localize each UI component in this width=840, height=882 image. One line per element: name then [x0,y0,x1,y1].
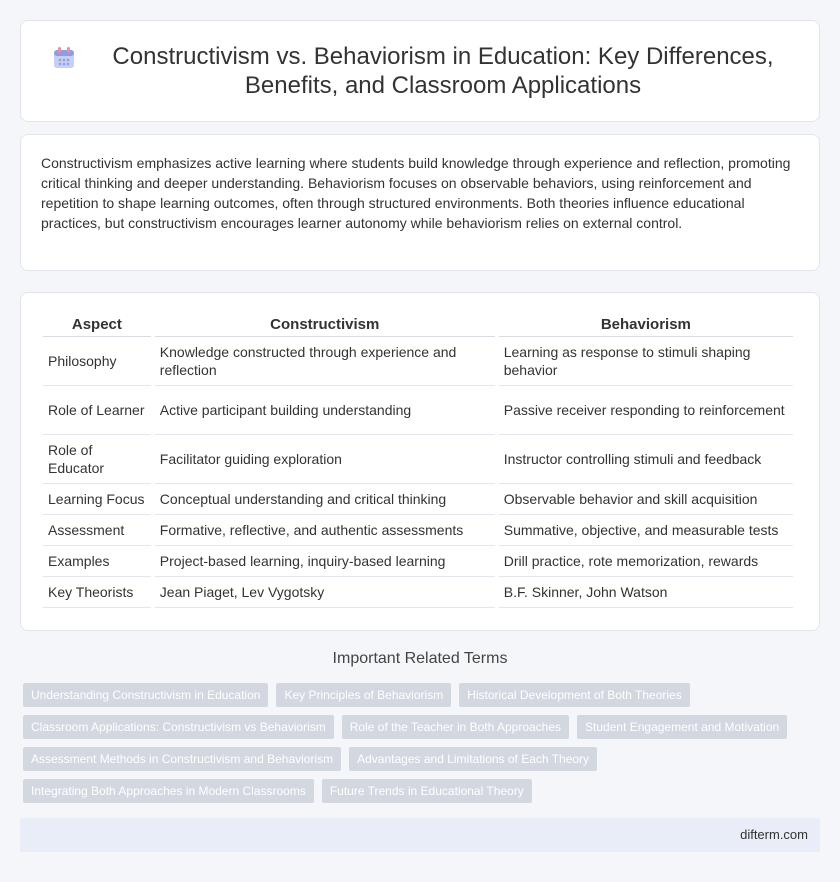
table-row [43,435,793,484]
page-title: Constructivism vs. Behaviorism in Education: Key Differences, Benefits, and Classroom Applications [112,43,774,99]
row-constructivism: Project-based learning, inquiry-based learning [155,546,495,577]
table-row [43,577,793,608]
related-term-link[interactable]: Student Engagement and Motivation [577,715,787,739]
tag-row [23,683,823,707]
related-term-link[interactable]: Advantages and Limitations of Each Theory [349,747,597,771]
related-terms-list [23,683,823,811]
row-behaviorism: B.F. Skinner, John Watson [499,577,793,608]
table-row [43,484,793,515]
related-term-link[interactable]: Understanding Constructivism in Education [23,683,268,707]
row-constructivism: Knowledge constructed through experience and reflection [155,337,495,386]
row-behaviorism: Drill practice, rote memorization, rewards [499,546,793,577]
related-term-link[interactable]: Assessment Methods in Constructivism and Behaviorism [23,747,341,771]
table-row [43,546,793,577]
row-constructivism: Facilitator guiding exploration [155,435,495,484]
calendar-icon [51,45,77,71]
row-behaviorism: Instructor controlling stimuli and feedback [499,435,793,484]
row-constructivism: Conceptual understanding and critical thinking [155,484,495,515]
row-aspect: Key Theorists [43,577,151,608]
row-behaviorism: Summative, objective, and measurable tests [499,515,793,546]
intro-card [20,134,820,271]
related-term-link[interactable]: Integrating Both Approaches in Modern Classrooms [23,779,314,803]
comparison-table [39,307,797,608]
footer [20,818,820,852]
row-constructivism: Active participant building understanding [155,386,495,435]
header-constructivism: Constructivism [155,307,495,337]
intro-text: Constructivism emphasizes active learning where students build knowledge through experience and reflection, promoting critical thinking and deeper understanding. Behaviorism focuses on observable behaviors, using reinforcement and repetition to shape learning outcomes, often through structured environments. Both theories influence educational practices, but constructivism encourages learner autonomy while behaviorism relies on external control. [41,155,791,231]
row-constructivism: Jean Piaget, Lev Vygotsky [155,577,495,608]
related-term-link[interactable]: Key Principles of Behaviorism [276,683,451,707]
row-aspect: Role of Learner [43,386,151,435]
related-term-link[interactable]: Classroom Applications: Constructivism vs Behaviorism [23,715,334,739]
row-aspect: Philosophy [43,337,151,386]
comparison-card [20,292,820,631]
header-aspect: Aspect [43,307,151,337]
related-term-link[interactable]: Future Trends in Educational Theory [322,779,532,803]
row-behaviorism: Observable behavior and skill acquisition [499,484,793,515]
related-term-link[interactable]: Role of the Teacher in Both Approaches [342,715,569,739]
related-terms-title: Important Related Terms [332,650,508,667]
header-card [20,20,820,122]
row-aspect: Role of Educator [43,435,151,484]
header-behaviorism: Behaviorism [499,307,793,337]
row-aspect: Assessment [43,515,151,546]
row-behaviorism: Learning as response to stimuli shaping behavior [499,337,793,386]
tag-row [23,747,823,771]
table-header-row [43,307,793,337]
footer-site-link[interactable]: difterm.com [740,827,808,842]
tag-row [23,779,823,803]
row-behaviorism: Passive receiver responding to reinforcement [499,386,793,435]
row-constructivism: Formative, reflective, and authentic assessments [155,515,495,546]
table-row [43,386,793,435]
table-row [43,515,793,546]
row-aspect: Examples [43,546,151,577]
table-row [43,337,793,386]
row-aspect: Learning Focus [43,484,151,515]
tag-row [23,715,823,739]
related-term-link[interactable]: Historical Development of Both Theories [459,683,690,707]
